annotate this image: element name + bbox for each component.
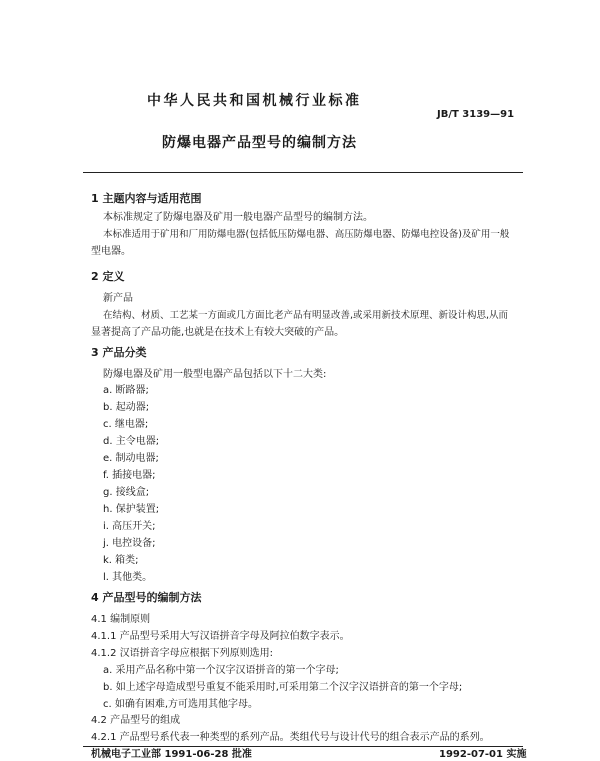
section-2-heading: 2 定义 [91,270,125,283]
definition-text-cont: 显著提高了产品功能,也就是在技术上有较大突破的产品。 [91,327,345,338]
definition-text: 在结构、材质、工艺某一方面或几方面比老产品有明显改善,或采用新技术原理、新设计构思,从而 [103,310,509,321]
clause-4-1-2: 4.1.2 汉语拼音字母应根据下列原则选用: [91,648,273,659]
section-4-heading: 4 产品型号的编制方法 [91,591,202,604]
clause-4-1: 4.1 编制原则 [91,614,151,625]
class-item: e. 制动电器; [103,453,159,464]
rule-a: a. 采用产品名称中第一个汉字汉语拼音的第一个字母; [103,665,339,676]
clause-4-2-1: 4.2.1 产品型号系代表一种类型的系列产品。类组代号与设计代号的组合表示产品的系列。 [91,732,490,743]
class-item: d. 主令电器; [103,436,160,447]
implementation-date: 1992-07-01 实施 [439,749,527,760]
class-item: l. 其他类。 [103,572,153,583]
standard-code: JB/T 3139—91 [437,109,515,120]
class-item: f. 插接电器; [103,470,156,481]
clause-4-2: 4.2 产品型号的组成 [91,715,181,726]
class-item: c. 继电器; [103,419,149,430]
document-title: 防爆电器产品型号的编制方法 [162,135,357,151]
footer-divider [83,746,523,747]
class-item: a. 断路器; [103,385,149,396]
standard-category: 中华人民共和国机械行业标准 [147,93,362,109]
classification-intro: 防爆电器及矿用一般型电器产品包括以下十二大类: [103,369,327,380]
section-1-paragraph-1: 本标准规定了防爆电器及矿用一般电器产品型号的编制方法。 [103,212,373,223]
clause-4-1-1: 4.1.1 产品型号采用大写汉语拼音字母及阿拉伯数字表示。 [91,631,350,642]
definition-term: 新产品 [103,293,133,304]
rule-b: b. 如上述字母造成型号重复不能采用时,可采用第二个汉字汉语拼音的第一个字母; [103,682,463,693]
class-item: j. 电控设备; [103,538,156,549]
section-1-paragraph-2: 本标准适用于矿用和厂用防爆电器(包括低压防爆电器、高压防爆电器、防爆电控设备)及矿用一般 [103,229,510,240]
class-item: i. 高压开关; [103,521,156,532]
section-1-heading: 1 主题内容与适用范围 [91,192,202,205]
class-item: g. 接线盒; [103,487,150,498]
section-1-paragraph-2-cont: 型电器。 [91,246,131,257]
rule-c: c. 如确有困难,方可选用其他字母。 [103,699,259,710]
section-3-heading: 3 产品分类 [91,346,147,359]
approval-line: 机械电子工业部 1991-06-28 批准 [91,749,252,760]
class-item: h. 保护装置; [103,504,160,515]
class-item: k. 箱类; [103,555,139,566]
class-item: b. 起动器; [103,402,150,413]
header-divider [83,172,523,173]
